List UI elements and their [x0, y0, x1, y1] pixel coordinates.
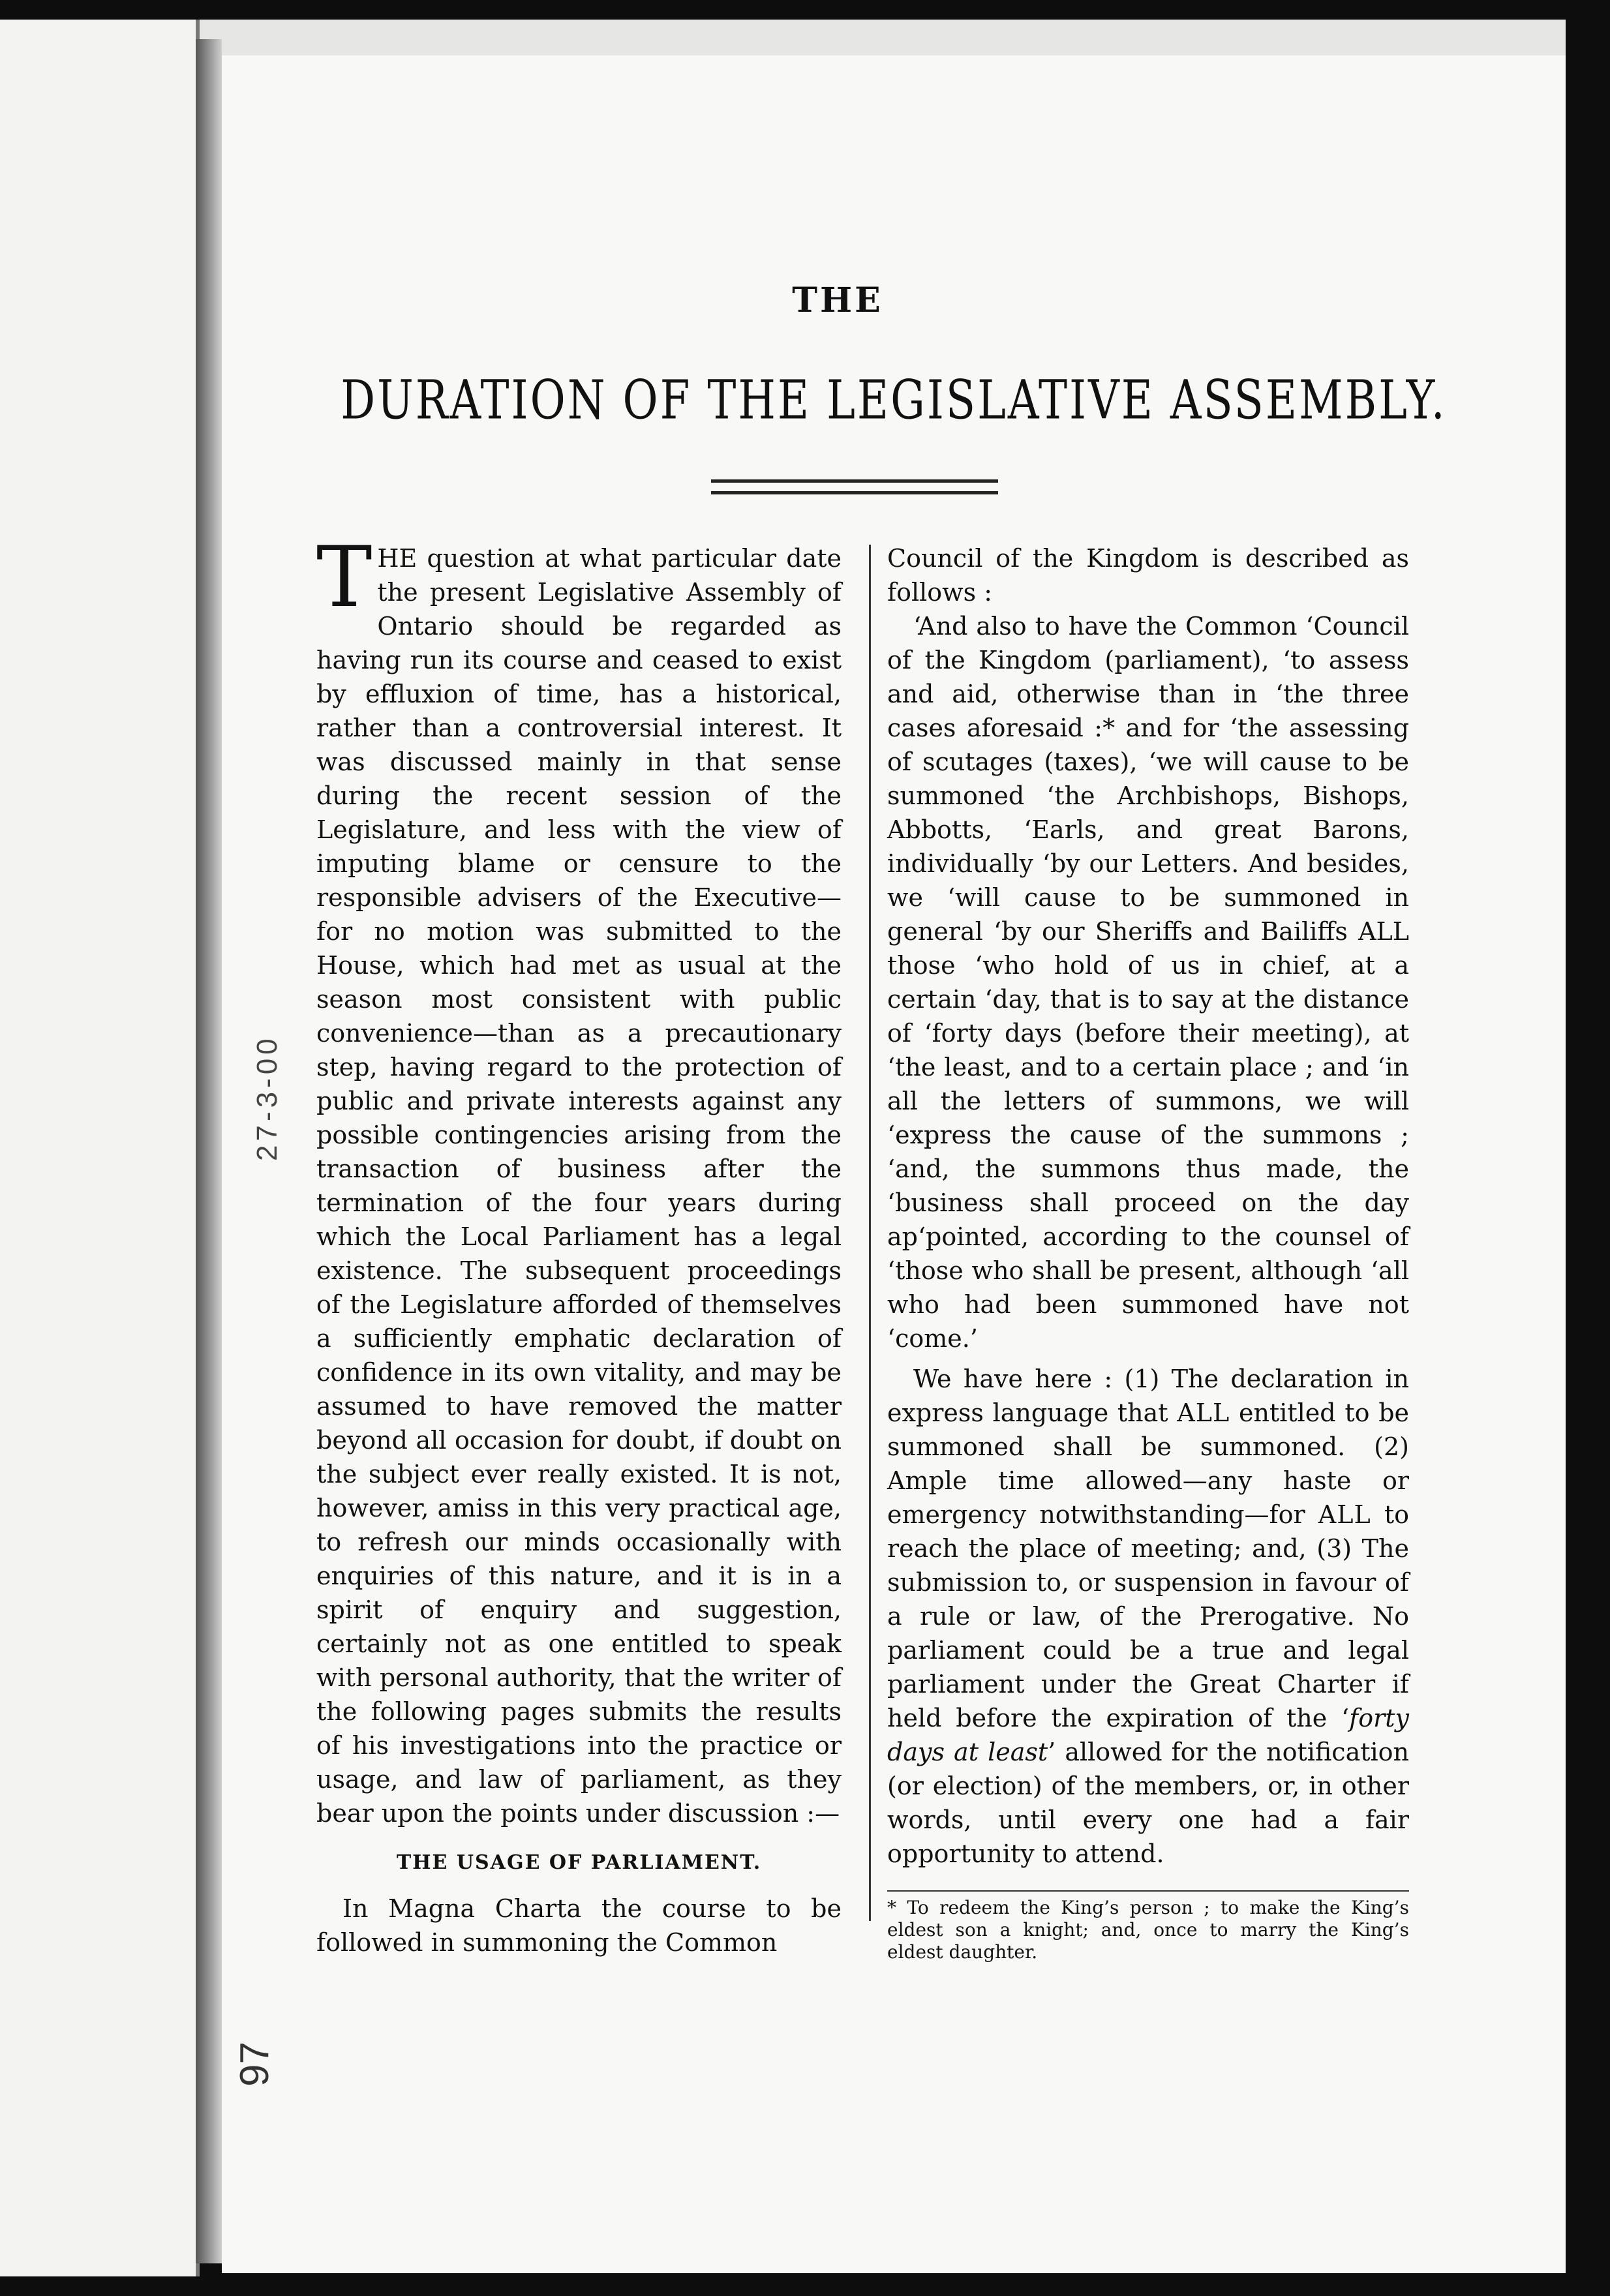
title-the: THE	[792, 280, 883, 320]
analysis-all-2: ALL	[1318, 1500, 1371, 1529]
scan-right-edge	[1566, 20, 1610, 2296]
analysis-text-2: entitled to be summoned shall be summoned. (2) Ample time allowed—any haste or emergency notwithstanding—for	[887, 1398, 1410, 1529]
previous-leaf-edge	[0, 20, 200, 2276]
margin-handwriting: 27-3-00	[251, 1035, 283, 1161]
analysis-text-4: ’ allowed for the notification (or election) of the members, or, in other words, until every one had a fair opportunity to attend.	[887, 1738, 1409, 1868]
opening-paragraph-text: HE question at what particular date the present Legislative Assembly of Ontario should be regarded as having run its course and ceased to exist by effluxion of time, has a historical, rather than a controversial interest. It was discussed mainly in that sense during the recent session of the Legislature, and less with the view of imputing blame or censure to the responsible advisers of the Executive—for no motion was submitted to the House, which had met as usual at the season most consistent with public convenience—than as a precautionary step, having regard to the protection of public and private interests against any possible contingencies arising from the transaction of business after the termination of the four years during which the Local Parliament has a legal existence. The subsequent proceedings of the Legislature afforded of themselves a sufficiently emphatic declaration of confidence in its own vitality, and may be assumed to have removed the matter beyond all occasion for doubt, if doubt on the subject ever really existed. It is not, however, amiss in this very practical age, to refresh our minds occasionally with enquiries of this nature, and it is in a spirit of enquiry and suggestion, certainly not as one entitled to speak with personal authority, that the writer of the following pages submits the results of his investigations into the practice or usage, and law of parliament, as they bear upon the points under discussion :—	[316, 544, 842, 1828]
drop-cap: T	[316, 529, 372, 626]
magna-charta-paragraph: In Magna Charta the course to be followed in summoning the Common	[316, 1894, 842, 1957]
binding-shadow	[196, 39, 222, 2263]
footnote: * To redeem the King’s person ; to make the King’s eldest son a knight; and, once to marry the King’s eldest daughter.	[887, 1897, 1409, 1963]
title-rule-top	[711, 479, 998, 483]
continued-paragraph: Council of the Kingdom is described as follows :	[887, 544, 1409, 607]
analysis-paragraph	[887, 1362, 1409, 1871]
title-rule-bottom	[711, 491, 998, 494]
opening-paragraph	[316, 529, 842, 1830]
analysis-italic: forty days at least	[887, 1704, 1409, 1766]
analysis-all-1: ALL	[1177, 1398, 1230, 1427]
analysis-text-3: to reach the place of meeting; and, (3) The submission to, or suspension in favour of a rule or law, of the Prerogative. No parliament could be a true and legal parliament under the Great Charter if held before the expiration of the ‘	[887, 1500, 1409, 1732]
right-column	[887, 541, 1409, 1963]
left-column	[316, 529, 842, 1959]
section-heading: THE USAGE OF PARLIAMENT.	[396, 1851, 762, 1874]
magna-charta-quote: ‘And also to have the Common ‘Council of the Kingdom (parliament), ‘to assess and aid, otherwise than in ‘the three cases aforesaid :* and for ‘the assessing of scutages (taxes), ‘we will cause to be summoned ‘the Archbishops, Bishops, Abbotts, ‘Earls, and great Barons, individually ‘by our Letters. And besides, we ‘will cause to be summoned in general ‘by our Sheriffs and Bailiffs ALL those ‘who hold of us in chief, at a certain ‘day, that is to say at the distance of ‘forty days (before their meeting), at ‘the least, and to a certain place ; and ‘in all the letters of summons, we will ‘express the cause of the summons ; ‘and, the summons thus made, the ‘business shall proceed on the day ap‘pointed, according to the counsel of ‘those who shall be present, although ‘all who had been summoned have not ‘come.’	[887, 612, 1409, 1353]
analysis-text-1: We have here : (1) The declaration in express language that	[887, 1365, 1409, 1427]
footnote-rule	[887, 1890, 1409, 1892]
margin-page-number: 97	[232, 2042, 277, 2087]
page-top-edge	[0, 20, 1566, 59]
page-title: DURATION OF THE LEGISLATIVE ASSEMBLY.	[341, 369, 1447, 432]
column-divider	[869, 545, 871, 1921]
